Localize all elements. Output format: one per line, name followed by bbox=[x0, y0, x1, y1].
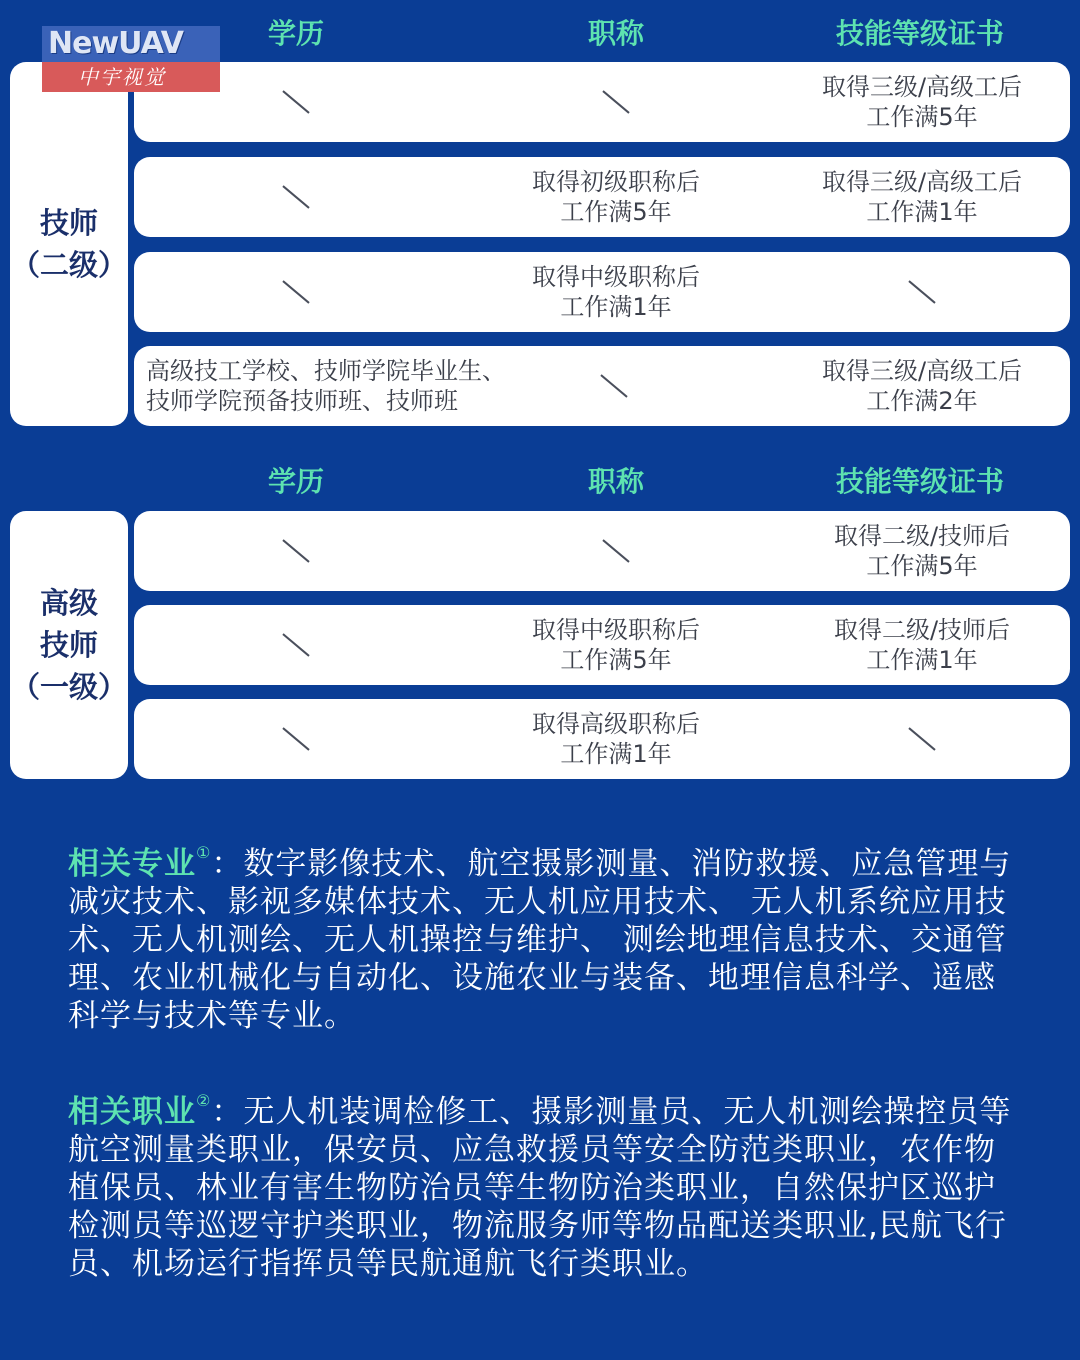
related-occupations-paragraph bbox=[68, 1093, 1018, 1283]
header-skill: 技能等级证书 bbox=[835, 465, 1005, 498]
footnote-marker: ① bbox=[196, 843, 212, 862]
level-label-technician bbox=[10, 62, 128, 426]
table-row bbox=[134, 511, 1070, 591]
slash-icon bbox=[282, 539, 309, 562]
slash-icon bbox=[282, 280, 309, 303]
related-occupations-label: 相关职业 bbox=[68, 1094, 196, 1130]
slash-icon bbox=[908, 280, 935, 303]
skill-cell: 取得三级/高级工后 工作满2年 bbox=[821, 357, 1023, 415]
skill-cell bbox=[774, 699, 1070, 779]
related-majors-label: 相关专业 bbox=[68, 846, 196, 882]
table-row bbox=[134, 157, 1070, 237]
title-cell bbox=[458, 511, 774, 591]
related-majors-paragraph bbox=[68, 845, 1018, 1035]
title-cell: 取得初级职称后 工作满5年 bbox=[532, 168, 700, 226]
title-cell: 取得中级职称后 工作满1年 bbox=[532, 263, 700, 321]
skill-cell: 取得二级/技师后 工作满1年 bbox=[833, 616, 1011, 674]
header-education: 学历 bbox=[267, 465, 325, 498]
skill-cell: 取得三级/高级工后 工作满1年 bbox=[821, 168, 1023, 226]
header-education: 学历 bbox=[267, 17, 325, 50]
slash-icon bbox=[282, 727, 309, 750]
slash-icon bbox=[282, 633, 309, 656]
slash-icon bbox=[602, 90, 629, 113]
table-row bbox=[134, 605, 1070, 685]
table-row bbox=[134, 346, 1070, 426]
table-row bbox=[134, 699, 1070, 779]
slash-icon bbox=[602, 539, 629, 562]
table-row bbox=[134, 62, 1070, 142]
education-cell bbox=[134, 511, 458, 591]
education-cell bbox=[134, 699, 458, 779]
slash-icon bbox=[600, 374, 627, 397]
related-majors-text: ：数字影像技术、航空摄影测量、消防救援、应急管理与减灾技术、影视多媒体技术、无人机应用技术、 无人机系统应用技术、无人机测绘、无人机操控与维护、 测绘地理信息技术、交通管理、农业机械化与自动化、设施农业与装备、地理信息科学、遥感科学与技术等专业。 bbox=[68, 846, 1012, 1034]
table-header-2 bbox=[0, 460, 1080, 504]
skill-cell bbox=[774, 252, 1070, 332]
logo-subtitle: 中宇视觉 bbox=[42, 62, 220, 92]
title-cell bbox=[458, 62, 774, 142]
footnote-marker: ② bbox=[196, 1091, 212, 1110]
education-cell bbox=[134, 157, 458, 237]
education-cell bbox=[134, 252, 458, 332]
education-cell: 高级技工学校、技师学院毕业生、 技师学院预备技师班、技师班 bbox=[146, 357, 506, 415]
level-label-senior-technician bbox=[10, 511, 128, 779]
header-skill: 技能等级证书 bbox=[835, 17, 1005, 50]
header-title: 职称 bbox=[587, 17, 645, 50]
slash-icon bbox=[282, 90, 309, 113]
level-label-text: 高级 技师 （一级） bbox=[10, 586, 127, 704]
title-cell: 取得中级职称后 工作满5年 bbox=[532, 616, 700, 674]
skill-cell: 取得三级/高级工后 工作满5年 bbox=[821, 73, 1023, 131]
title-cell bbox=[574, 346, 654, 426]
related-occupations-text: ：无人机装调检修工、摄影测量员、无人机测绘操控员等航空测量类职业，保安员、应急救援员等安全防范类职业，农作物植保员、林业有害生物防治员等生物防治类职业，自然保护区巡护检测员等巡逻守护类职业，物流服务师等物品配送类职业,民航飞行员、机场运行指挥员等民航通航飞行类职业。 bbox=[68, 1094, 1012, 1282]
brand-logo bbox=[42, 26, 220, 92]
table-row bbox=[134, 252, 1070, 332]
slash-icon bbox=[282, 185, 309, 208]
header-title: 职称 bbox=[587, 465, 645, 498]
education-cell bbox=[134, 605, 458, 685]
title-cell: 取得高级职称后 工作满1年 bbox=[532, 710, 700, 768]
slash-icon bbox=[908, 727, 935, 750]
logo-wordmark: NewUAV bbox=[42, 26, 220, 62]
level-label-text: 技师 （二级） bbox=[10, 206, 127, 282]
skill-cell: 取得二级/技师后 工作满5年 bbox=[833, 522, 1011, 580]
